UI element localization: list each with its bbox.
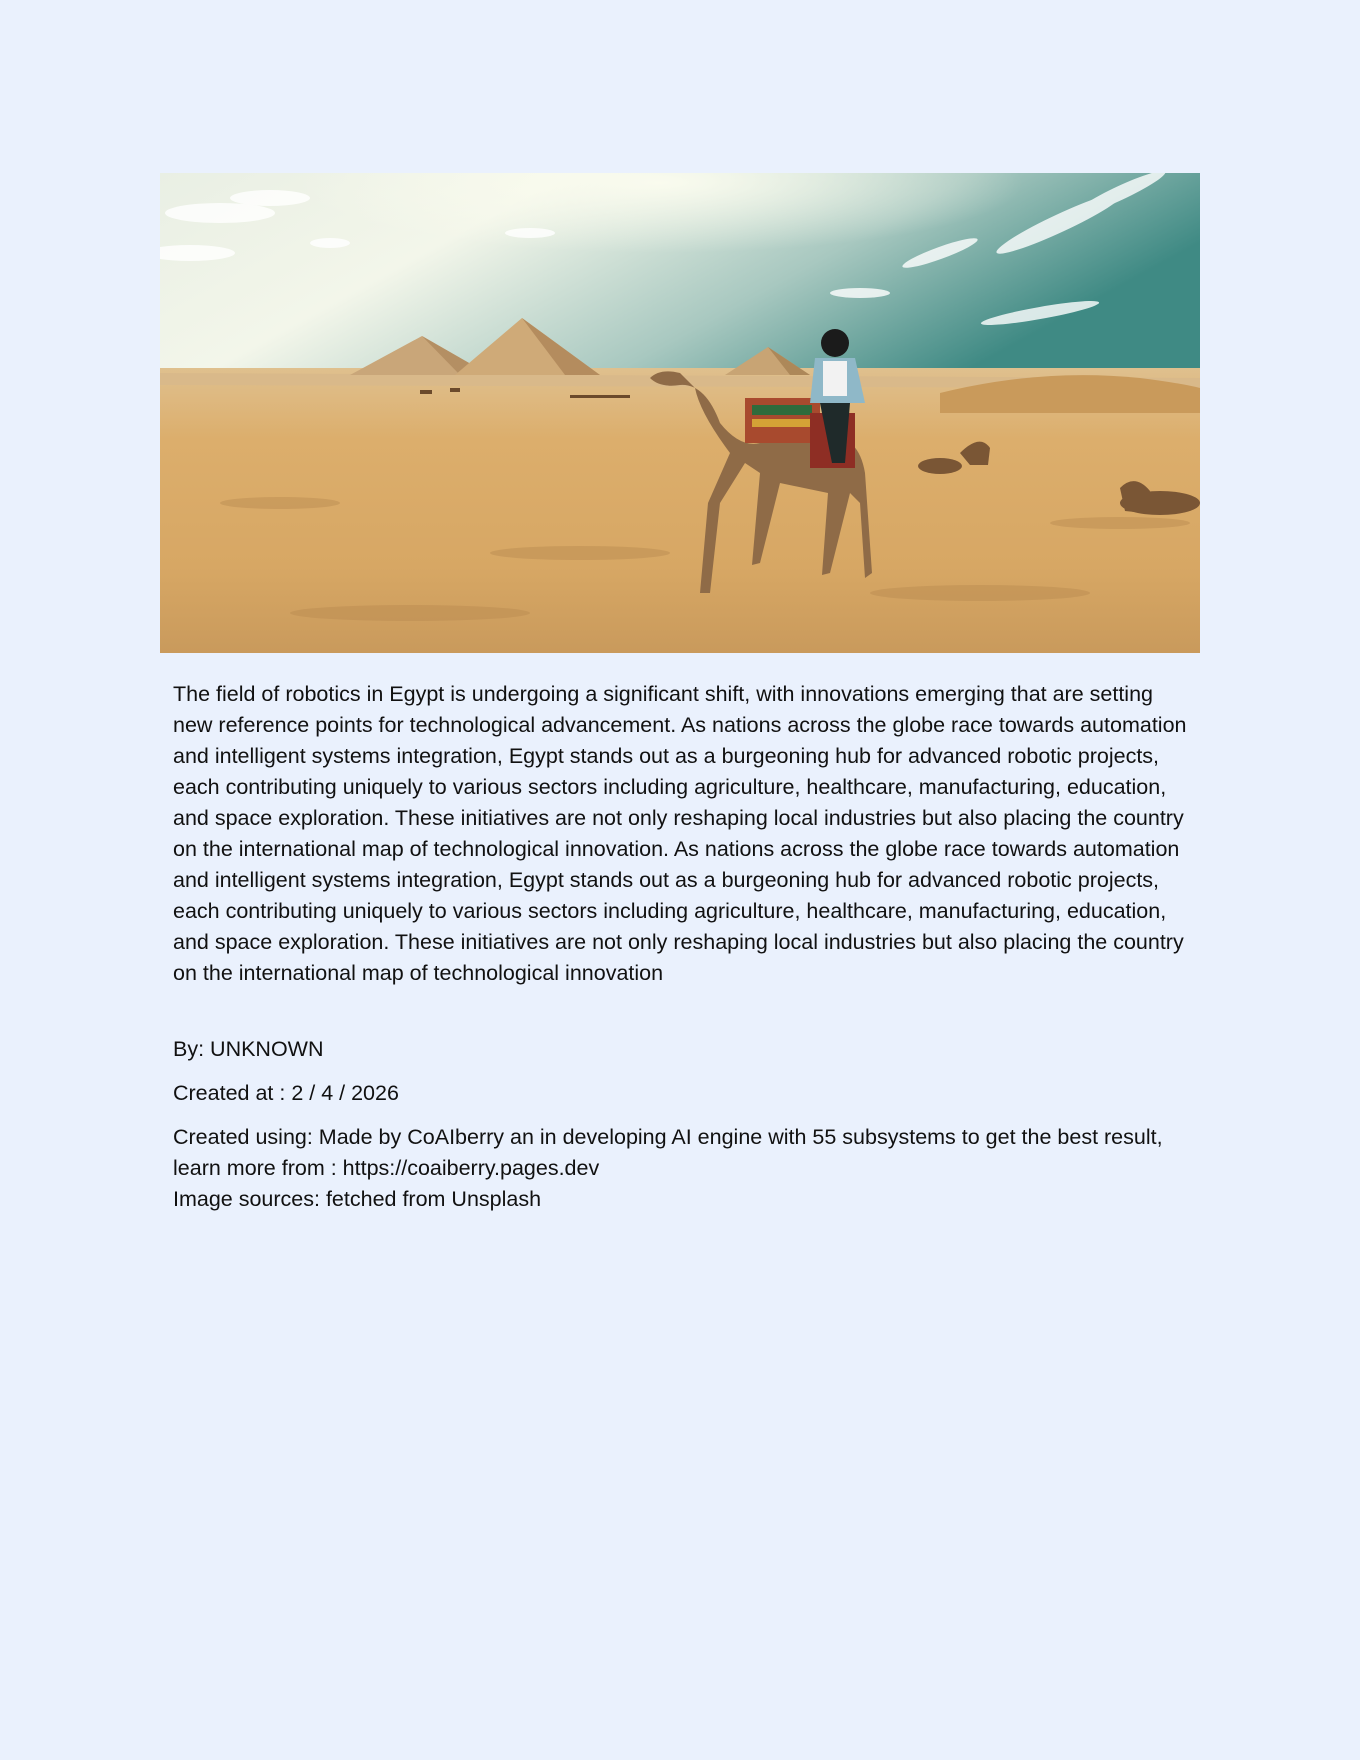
article-container — [160, 173, 1200, 1215]
author-line: By: UNKNOWN — [173, 1037, 324, 1061]
created-at-line: Created at : 2 / 4 / 2026 — [173, 1081, 399, 1105]
article-content — [160, 679, 1200, 1215]
image-sources-line: Image sources: fetched from Unsplash — [173, 1187, 542, 1211]
article-body: The field of robotics in Egypt is undergoing a significant shift, with innovations emerging that are setting new reference points for technological advancement. As nations across the globe race towards automation and intelligent systems integration, Egypt stands out as a burgeoning hub for advanced robotic projects, each contributing uniquely to various sectors including agriculture, healthcare, manufacturing, education, and space exploration. These initiatives are not only reshaping local industries but also placing the country on the international map of technological innovation. As nations across the globe race towards automation and intelligent systems integration, Egypt stands out as a burgeoning hub for advanced robotic projects, each contributing uniquely to various sectors including agriculture, healthcare, manufacturing, education, and space exploration. These initiatives are not only reshaping local industries but also placing the country on the international map of technological innovation — [173, 682, 1187, 985]
created-using-line: Created using: Made by CoAIberry an in developing AI engine with 55 subsystems to get the best result, learn more from : https://coaiberry.pages.dev — [173, 1125, 1163, 1180]
hero-image — [160, 173, 1200, 653]
